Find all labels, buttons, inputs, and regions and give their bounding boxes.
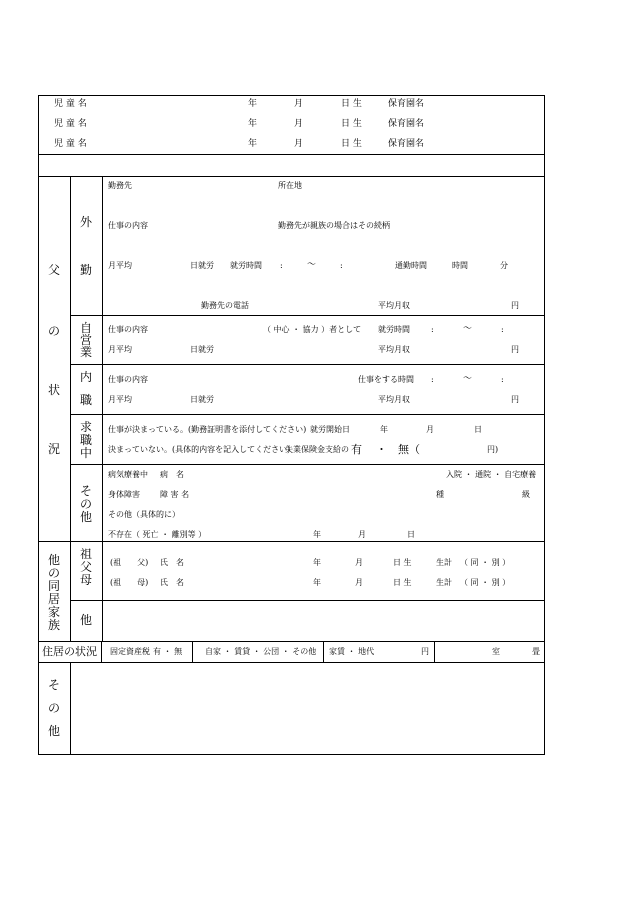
work-time-label: 仕事をする時間: [358, 375, 414, 384]
other-label-char: の: [79, 497, 92, 511]
disability-label: 身体障害: [108, 490, 140, 499]
job-seeking-label-char: 求: [79, 420, 92, 434]
housing-type-options: 自家 ・ 賃貸 ・ 公団 ・ その他: [205, 647, 317, 656]
birth-year-label: 年: [248, 99, 258, 109]
other-label-char: そ: [79, 484, 92, 498]
housing-title: 住居の状況: [42, 645, 97, 658]
child-name-label: 児 童 名: [54, 119, 87, 129]
birth-day-label: 日 生: [341, 119, 362, 129]
job-content-label: 仕事の内容: [108, 221, 148, 230]
treatment-options: 入院 ・ 通院 ・ 自宅療養: [446, 470, 537, 479]
work-days-label: 日就労: [190, 345, 214, 354]
option-separator: ・: [376, 443, 387, 456]
illness-label: 病気療養中: [108, 470, 148, 479]
time-colon: :: [280, 261, 283, 270]
month-label: 月: [355, 578, 363, 587]
self-employed-label-char: 業: [79, 345, 92, 359]
heading-char: の: [47, 701, 60, 715]
heading-char: 状: [47, 383, 60, 397]
other-notes-area[interactable]: [71, 663, 544, 754]
household-label: 生計: [436, 558, 452, 567]
rooms-label: 室: [492, 647, 500, 656]
name-label: 氏 名: [160, 558, 184, 567]
work-hours-label: 就労時間: [230, 261, 262, 270]
child-name-label: 児 童 名: [54, 99, 87, 109]
year-label: 年: [313, 530, 321, 539]
rent-label: 家賃 ・ 地代: [329, 647, 375, 656]
household-label: 生計: [436, 578, 452, 587]
child-name-label: 児 童 名: [54, 139, 87, 149]
year-label: 年: [313, 558, 321, 567]
work-days-label: 日就労: [190, 395, 214, 404]
commute-minutes-label: 分: [500, 261, 508, 270]
relative-note-label: 勤務先が親族の場合はその続柄: [278, 221, 390, 230]
employed-label-char: 外: [79, 215, 92, 229]
birth-month-label: 月: [294, 139, 304, 149]
start-day-label: 日: [474, 425, 482, 434]
home-work-label-char: 職: [79, 393, 92, 407]
birth-day-label: 日 生: [393, 558, 412, 567]
birth-month-label: 月: [294, 119, 304, 129]
grandparents-label-char: 祖: [79, 547, 92, 561]
work-hours-label: 就労時間: [378, 325, 410, 334]
role-options: （ 中心 ・ 協力 ）者として: [263, 325, 362, 334]
household-options: （ 同 ・ 別 ）: [460, 578, 511, 587]
benefit-no-option: 無（: [398, 443, 420, 456]
self-employed-label-char: 自: [79, 321, 92, 335]
nursery-name-label: 保育園名: [388, 119, 425, 129]
time-colon: :: [501, 325, 504, 334]
other-label-char: 他: [79, 510, 92, 524]
work-phone-label: 勤務先の電話: [201, 301, 249, 310]
monthly-average-label: 月平均: [108, 261, 132, 270]
specific-other-label: その他（具体的に）: [108, 510, 180, 519]
job-content-label: 仕事の内容: [108, 325, 148, 334]
tatami-label: 畳: [532, 647, 540, 656]
time-colon: :: [431, 375, 434, 384]
benefit-yes-option: 有: [351, 443, 362, 456]
birth-month-label: 月: [294, 99, 304, 109]
heading-char: そ: [47, 678, 60, 692]
self-employed-label-char: 営: [79, 333, 92, 347]
day-label: 日: [407, 530, 415, 539]
job-seeking-label-char: 中: [79, 446, 92, 460]
commute-hours-label: 時間: [452, 261, 468, 270]
work-days-label: 日就労: [190, 261, 214, 270]
month-label: 月: [355, 558, 363, 567]
benefit-yen-label: 円): [487, 445, 499, 454]
yen-label: 円: [421, 647, 429, 656]
time-tilde: ～: [463, 324, 473, 334]
household-options: （ 同 ・ 別 ）: [460, 558, 511, 567]
heading-char: 他: [47, 724, 60, 738]
time-colon: :: [340, 261, 343, 270]
commute-label: 通勤時間: [395, 261, 427, 270]
grandparents-label-char: 母: [79, 573, 92, 587]
grandfather-label: (祖 父): [110, 558, 149, 567]
heading-char: 居: [47, 592, 60, 606]
time-colon: :: [431, 325, 434, 334]
grandparents-label-char: 父: [79, 560, 92, 574]
disability-type-label: 種: [436, 490, 444, 499]
heading-char: 家: [47, 605, 60, 619]
heading-char: 況: [47, 442, 60, 456]
birth-year-label: 年: [248, 139, 258, 149]
birth-year-label: 年: [248, 119, 258, 129]
start-date-label: 就労開始日: [310, 425, 350, 434]
absence-label: 不存在（ 死亡 ・ 離別等 ）: [108, 530, 207, 539]
birth-day-label: 日 生: [341, 99, 362, 109]
job-content-label: 仕事の内容: [108, 375, 148, 384]
heading-char: の: [47, 566, 60, 580]
yen-label: 円: [511, 345, 519, 354]
nursery-name-label: 保育園名: [388, 99, 425, 109]
avg-income-label: 平均月収: [378, 301, 410, 310]
disability-grade-label: 級: [522, 490, 530, 499]
job-undecided-label: 決まっていない。(具体的内容を記入してください): [108, 445, 291, 454]
workplace-label: 勤務先: [108, 181, 132, 190]
location-label: 所在地: [278, 181, 302, 190]
property-tax-label: 固定資産税: [110, 647, 150, 656]
yen-label: 円: [511, 301, 519, 310]
heading-char: の: [47, 324, 60, 338]
birth-day-label: 日 生: [393, 578, 412, 587]
heading-char: 父: [47, 263, 60, 277]
avg-income-label: 平均月収: [378, 395, 410, 404]
nursery-name-label: 保育園名: [388, 139, 425, 149]
unemployment-benefit-label: 失業保険金支給の: [285, 445, 349, 454]
job-seeking-label-char: 職: [79, 433, 92, 447]
monthly-average-label: 月平均: [108, 345, 132, 354]
start-year-label: 年: [380, 425, 388, 434]
birth-day-label: 日 生: [341, 139, 362, 149]
disability-name-label: 障 害 名: [160, 490, 190, 499]
heading-char: 族: [47, 618, 60, 632]
start-month-label: 月: [426, 425, 434, 434]
job-decided-label: 仕事が決まっている。(勤務証明書を添付してください): [108, 425, 307, 434]
time-colon: :: [501, 375, 504, 384]
time-tilde: ～: [307, 260, 317, 270]
other-family-label: 他: [79, 613, 92, 627]
disease-name-label: 病 名: [160, 470, 184, 479]
grandmother-label: (祖 母): [110, 578, 149, 587]
yen-label: 円: [511, 395, 519, 404]
employed-label-char: 勤: [79, 263, 92, 277]
name-label: 氏 名: [160, 578, 184, 587]
monthly-average-label: 月平均: [108, 395, 132, 404]
home-work-label-char: 内: [79, 370, 92, 384]
property-tax-options: 有 ・ 無: [153, 647, 183, 656]
heading-char: 他: [47, 553, 60, 567]
time-tilde: ～: [463, 374, 473, 384]
heading-char: 同: [47, 579, 60, 593]
year-label: 年: [313, 578, 321, 587]
avg-income-label: 平均月収: [378, 345, 410, 354]
month-label: 月: [358, 530, 366, 539]
